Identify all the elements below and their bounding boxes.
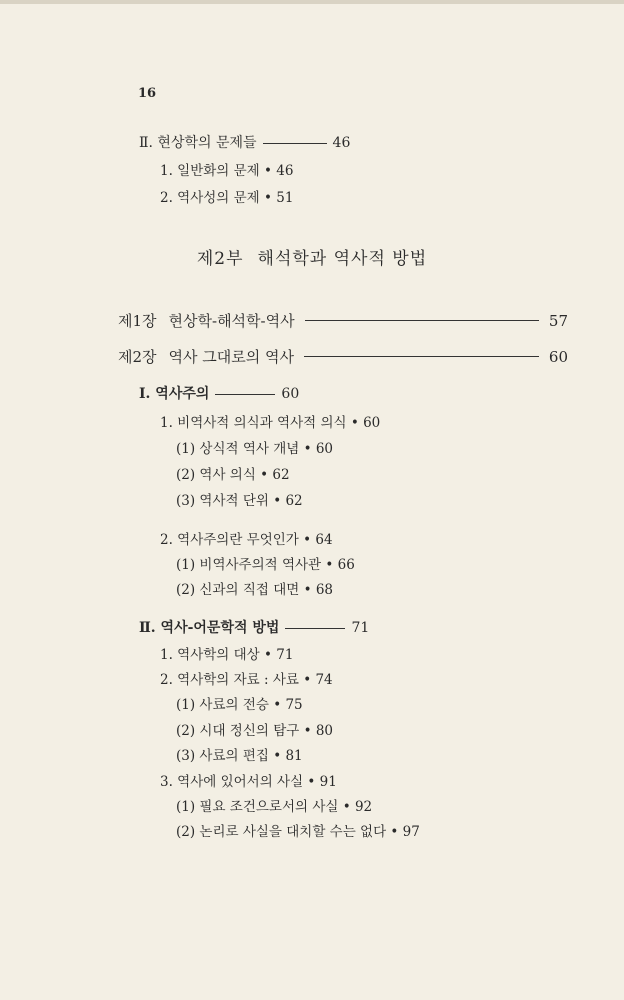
page-number: 16 (138, 86, 157, 101)
leader-line (304, 356, 539, 357)
toc-item: 2. 역사주의란 무엇인가 • 64 (160, 532, 333, 548)
chapter-title: 현상학-해석학-역사 (168, 312, 295, 330)
toc-subitem: (2) 신과의 직접 대면 • 68 (176, 582, 334, 598)
toc-item: 3. 역사에 있어서의 사실 • 91 (160, 774, 337, 790)
toc-page-number: 60 (281, 386, 300, 402)
chapter-number: 제2장 (118, 348, 157, 366)
toc-page-number: 57 (548, 311, 568, 330)
toc-chapter-2 (118, 346, 568, 367)
chapter-number: 제1장 (118, 312, 157, 330)
toc-page-number: 60 (548, 347, 568, 366)
toc-subitem: (3) 역사적 단위 • 62 (176, 493, 303, 509)
toc-section-phenomenology (139, 132, 350, 152)
part-heading (0, 244, 624, 269)
toc-item: 2. 역사성의 문제 • 51 (160, 190, 294, 206)
toc-item: 1. 비역사적 의식과 역사적 의식 • 60 (160, 415, 381, 431)
toc-item: 2. 역사학의 자료 : 사료 • 74 (160, 672, 333, 688)
toc-subitem: (1) 비역사주의적 역사관 • 66 (176, 557, 355, 573)
part-title: 해석학과 역사적 방법 (257, 249, 428, 269)
leader-line (285, 628, 345, 629)
toc-subitem: (1) 사료의 전승 • 75 (176, 697, 303, 713)
toc-section-historicism (139, 383, 299, 403)
leader-line (215, 394, 275, 395)
part-number: 제2부 (196, 249, 244, 269)
toc-chapter-1 (118, 310, 568, 331)
toc-page-number: 71 (351, 620, 370, 636)
toc-subitem: (1) 필요 조건으로서의 사실 • 92 (176, 799, 373, 815)
toc-subitem: (2) 논리로 사실을 대치할 수는 없다 • 97 (176, 824, 420, 840)
leader-line (263, 143, 327, 144)
toc-section-title: Ⅰ. 역사주의 (139, 386, 210, 402)
toc-section-title: Ⅱ. 현상학의 문제들 (139, 135, 257, 151)
toc-item: 1. 역사학의 대상 • 71 (160, 647, 294, 663)
toc-item: 1. 일반화의 문제 • 46 (160, 163, 294, 179)
leader-line (305, 320, 539, 321)
chapter-title: 역사 그대로의 역사 (168, 348, 294, 366)
toc-page-number: 46 (332, 135, 351, 151)
toc-section-title: Ⅱ. 역사-어문학적 방법 (139, 620, 280, 636)
toc-subitem: (3) 사료의 편집 • 81 (176, 748, 303, 764)
toc-subitem: (1) 상식적 역사 개념 • 60 (176, 441, 334, 457)
page-top-edge (0, 0, 624, 4)
toc-subitem: (2) 역사 의식 • 62 (176, 467, 290, 483)
toc-subitem: (2) 시대 정신의 탐구 • 80 (176, 723, 334, 739)
toc-section-historical-method (139, 617, 369, 637)
